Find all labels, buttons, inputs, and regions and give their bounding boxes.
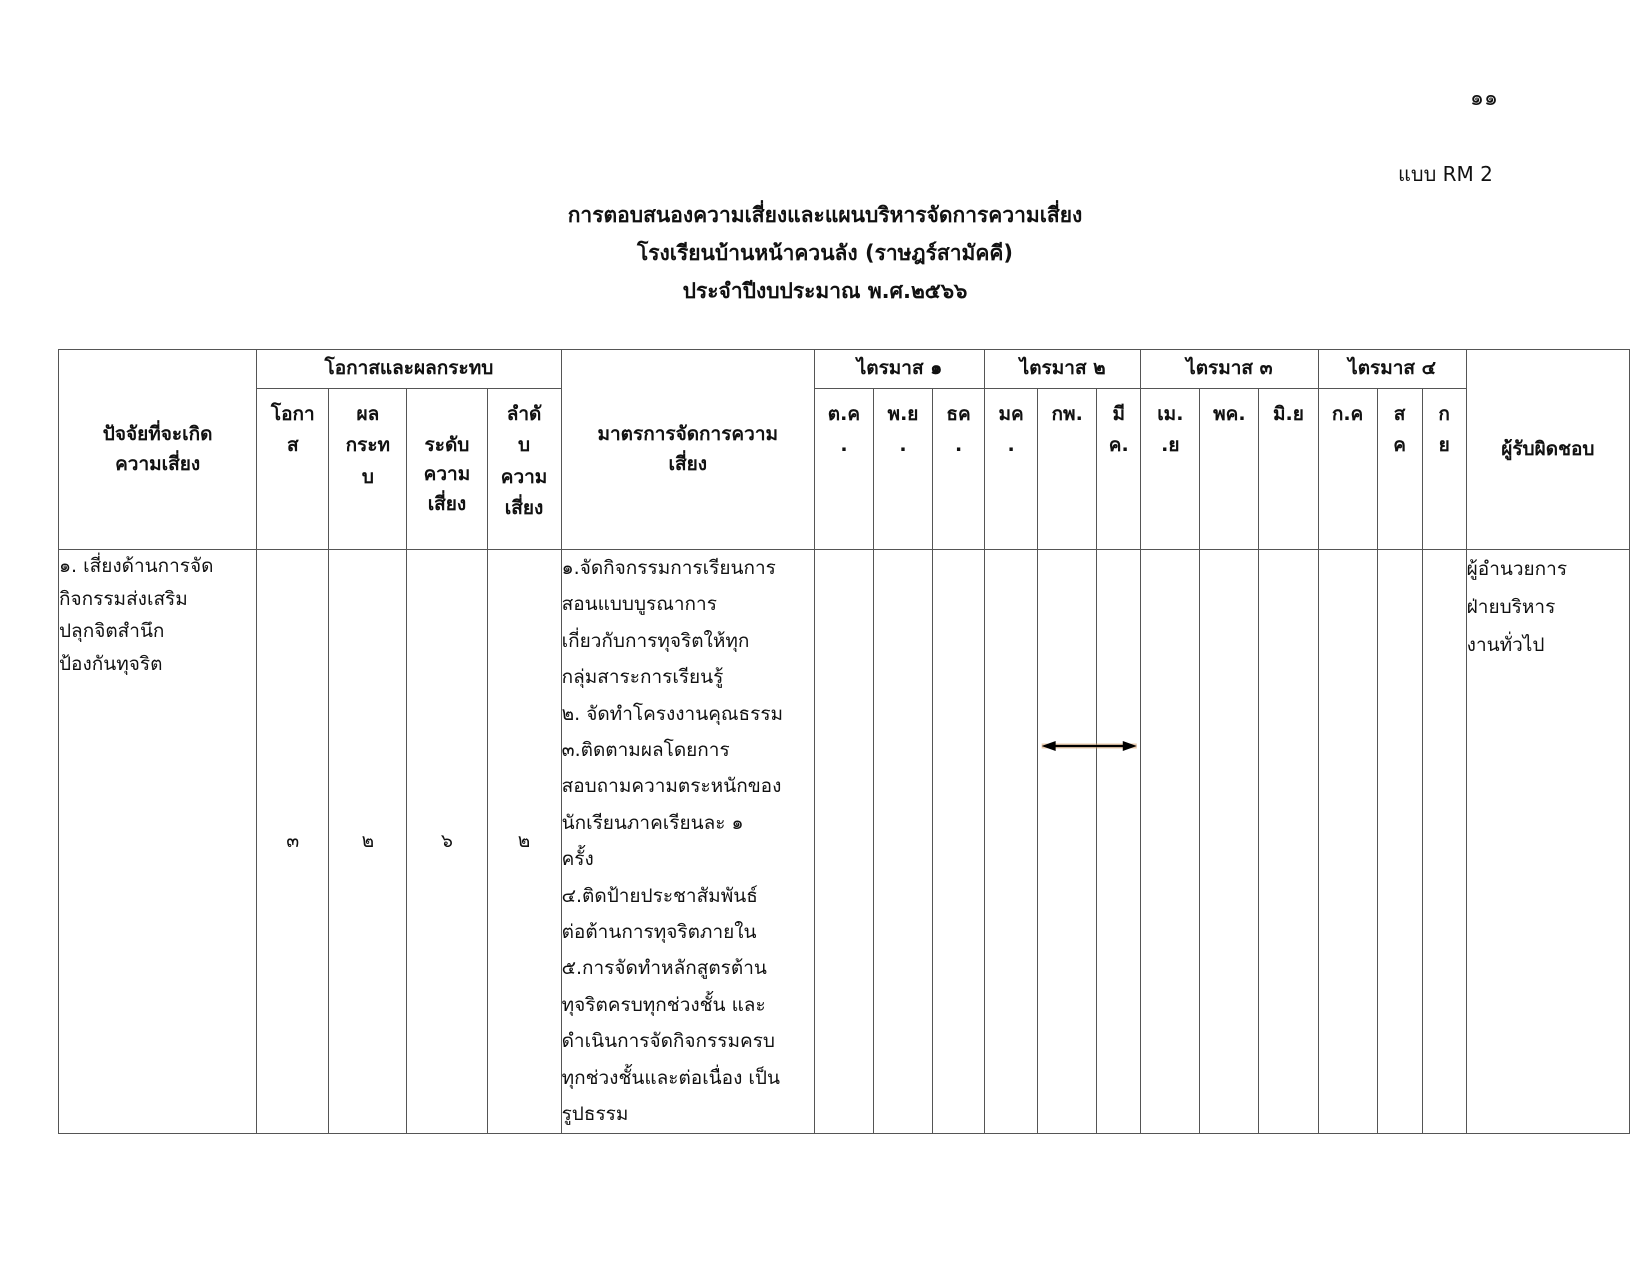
month-cell-nov bbox=[873, 550, 932, 1134]
header-line: กระท bbox=[345, 434, 391, 457]
header-line: ความ bbox=[500, 465, 548, 488]
month-cell-sep bbox=[1422, 550, 1466, 1134]
header-line: ความ bbox=[423, 463, 471, 486]
month-label: มี bbox=[1112, 403, 1125, 425]
month-label: . bbox=[840, 434, 848, 457]
document-title bbox=[0, 196, 1650, 310]
risk-level-header bbox=[407, 389, 487, 550]
measure-line: เกี่ยวกับการทุจริตให้ทุก bbox=[561, 629, 750, 652]
header-line: ส bbox=[286, 434, 299, 457]
measure-line: รูปธรรม bbox=[561, 1103, 629, 1126]
measure-line: ๓.ติดตามผลโดยการ bbox=[561, 739, 730, 762]
risk-rank-header bbox=[487, 389, 561, 550]
month-cell-oct bbox=[814, 550, 873, 1134]
table-row bbox=[59, 550, 1630, 1134]
month-header-oct bbox=[814, 389, 873, 550]
responsible-line: ฝ่ายบริหาร bbox=[1466, 596, 1556, 618]
measure-line: สอนแบบบูรณาการ bbox=[561, 593, 717, 616]
header-line: โอกา bbox=[270, 403, 315, 425]
measures-header-line: มาตรการจัดการความ bbox=[597, 423, 779, 446]
month-header-apr bbox=[1141, 389, 1200, 550]
factor-line: กิจกรรมส่งเสริม bbox=[59, 587, 188, 610]
month-header-nov bbox=[873, 389, 932, 550]
header-line: ระดับ bbox=[424, 433, 470, 456]
risk-level-value: ๖ bbox=[407, 550, 487, 1134]
measure-line: ทุกช่วงชั้นและต่อเนื่อง เป็น bbox=[561, 1066, 780, 1089]
month-label: ต.ค bbox=[827, 403, 861, 425]
month-label: ย bbox=[1438, 434, 1450, 457]
month-label: ค. bbox=[1108, 434, 1129, 457]
measure-line: ดำเนินการจัดกิจกรรมครบ bbox=[561, 1030, 775, 1053]
measures-cell bbox=[561, 550, 814, 1134]
factor-line: ปลุกจิตสำนึก bbox=[59, 620, 165, 643]
header-row-1 bbox=[59, 350, 1630, 389]
quarter-4-header: ไตรมาส ๔ bbox=[1318, 350, 1466, 389]
measure-line: สอบถามความตระหนักของ bbox=[561, 775, 782, 798]
month-cell-jan bbox=[985, 550, 1038, 1134]
month-cell-apr bbox=[1141, 550, 1200, 1134]
month-header-jan bbox=[985, 389, 1038, 550]
month-label: ส bbox=[1393, 403, 1406, 425]
month-cell-feb bbox=[1038, 550, 1097, 1134]
quarter-3-header: ไตรมาส ๓ bbox=[1141, 350, 1318, 389]
month-cell-jun bbox=[1259, 550, 1318, 1134]
impact-value: ๒ bbox=[329, 550, 407, 1134]
month-header-feb bbox=[1038, 389, 1097, 550]
likelihood-value: ๓ bbox=[257, 550, 329, 1134]
header-line: บ bbox=[518, 434, 531, 457]
month-header-aug bbox=[1377, 389, 1422, 550]
responsible-header: ผู้รับผิดชอบ bbox=[1466, 350, 1629, 550]
page-number: ๑๑ bbox=[1470, 86, 1498, 111]
factor-header-line: ความเสี่ยง bbox=[115, 452, 201, 475]
month-cell-jul bbox=[1318, 550, 1377, 1134]
factor-header-line: ปัจจัยที่จะเกิด bbox=[102, 423, 213, 446]
month-label: . bbox=[899, 434, 907, 457]
responsible-line: ผู้อำนวยการ bbox=[1466, 558, 1568, 580]
form-code: แบบ RM 2 bbox=[1398, 162, 1493, 186]
month-label: .ย bbox=[1161, 434, 1180, 457]
header-line: ลำดั bbox=[506, 403, 542, 425]
month-label: เม. bbox=[1157, 403, 1184, 425]
title-line-1: การตอบสนองความเสี่ยงและแผนบริหารจัดการความเสี่ยง bbox=[567, 203, 1083, 227]
responsible-cell bbox=[1466, 550, 1629, 1134]
factor-header bbox=[59, 350, 257, 550]
month-label: . bbox=[954, 434, 963, 457]
header-line: เสี่ยง bbox=[427, 492, 467, 515]
measures-header-line: เสี่ยง bbox=[668, 452, 707, 475]
month-label: ค bbox=[1393, 434, 1406, 457]
month-cell-may bbox=[1200, 550, 1259, 1134]
month-header-mar bbox=[1097, 389, 1141, 550]
month-header-jun bbox=[1259, 389, 1318, 550]
measure-line: นักเรียนภาคเรียนละ ๑ bbox=[561, 811, 744, 834]
month-label: มค bbox=[998, 403, 1024, 425]
month-label: ก bbox=[1438, 403, 1450, 425]
month-label: กพ. bbox=[1051, 403, 1083, 425]
measure-line: ๒. จัดทำโครงงานคุณธรรม bbox=[561, 702, 784, 725]
measure-line: ทุจริตครบทุกช่วงชั้น และ bbox=[561, 993, 766, 1016]
month-header-may bbox=[1200, 389, 1259, 550]
quarter-2-header: ไตรมาส ๒ bbox=[985, 350, 1141, 389]
header-row-2 bbox=[59, 389, 1630, 550]
month-label: พ.ย bbox=[887, 403, 919, 425]
month-cell-mar bbox=[1097, 550, 1141, 1134]
impact-group-header: โอกาสและผลกระทบ bbox=[257, 350, 561, 389]
header-line: บ bbox=[361, 465, 374, 488]
responsible-line: งานทั่วไป bbox=[1466, 634, 1545, 656]
month-header-jul bbox=[1318, 389, 1377, 550]
title-line-2: โรงเรียนบ้านหน้าควนลัง (ราษฎร์สามัคคี) bbox=[636, 241, 1014, 265]
likelihood-header bbox=[257, 389, 329, 550]
month-label: . bbox=[1007, 434, 1015, 457]
measure-line: ๕.การจัดทำหลักสูตรต้าน bbox=[561, 957, 767, 980]
factor-line: ป้องกันทุจริต bbox=[59, 653, 163, 676]
measure-line: กลุ่มสาระการเรียนรู้ bbox=[561, 666, 724, 689]
month-header-sep bbox=[1422, 389, 1466, 550]
month-label: ธค bbox=[946, 403, 971, 425]
month-label: พค. bbox=[1213, 403, 1246, 425]
measure-line: ๔.ติดป้ายประชาสัมพันธ์ bbox=[561, 884, 758, 907]
measures-header bbox=[561, 350, 814, 550]
measure-line: ครั้ง bbox=[561, 848, 594, 871]
measure-line: ๑.จัดกิจกรรมการเรียนการ bbox=[561, 557, 776, 579]
risk-plan-table bbox=[58, 349, 1630, 1134]
impact-header bbox=[329, 389, 407, 550]
month-label: ก.ค bbox=[1331, 403, 1364, 425]
quarter-1-header: ไตรมาส ๑ bbox=[814, 350, 984, 389]
month-cell-aug bbox=[1377, 550, 1422, 1134]
title-line-3: ประจำปีงบประมาณ พ.ศ.๒๕๖๖ bbox=[682, 279, 968, 303]
header-line: เสี่ยง bbox=[504, 497, 544, 520]
month-label: มิ.ย bbox=[1273, 403, 1304, 425]
risk-rank-value: ๒ bbox=[487, 550, 561, 1134]
header-line: ผล bbox=[356, 403, 380, 425]
month-header-dec bbox=[933, 389, 985, 550]
factor-line: ๑. เสี่ยงด้านการจัด bbox=[59, 555, 214, 577]
month-cell-dec bbox=[933, 550, 985, 1134]
measure-line: ต่อต้านการทุจริตภายใน bbox=[561, 921, 757, 944]
risk-factor-cell bbox=[59, 550, 257, 1134]
